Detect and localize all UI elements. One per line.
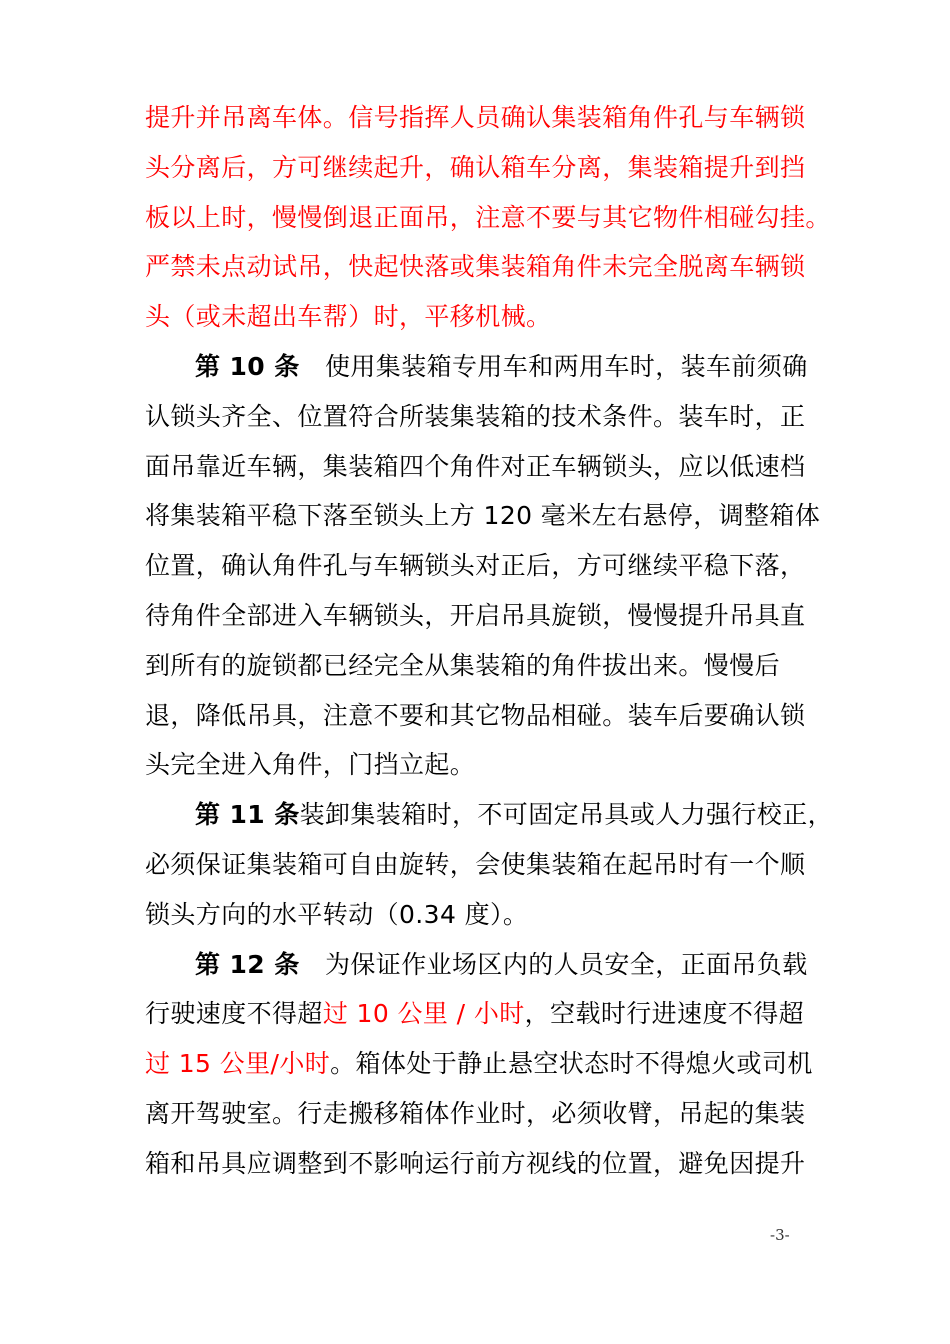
text-segment: 面吊靠近车辆，集装箱四个角件对正车辆锁头，应以低速档 xyxy=(145,451,806,481)
highlighted-text: 提升并吊离车体。信号指挥人员确认集装箱角件孔与车辆锁 xyxy=(145,103,806,132)
text-segment: 头完全进入角件，门挡立起。 xyxy=(145,750,476,780)
text-line xyxy=(195,795,833,835)
text-segment: 。箱体处于静止悬空状态时不得熄火或司机 xyxy=(330,1049,813,1079)
text-segment: 使用集装箱专用车和两用车时，装车前须确 xyxy=(299,352,808,381)
text-segment: 位置，确认角件孔与车辆锁头对正后，方可继续平稳下落， xyxy=(145,551,806,581)
article-heading: 第 12 条 xyxy=(195,949,300,979)
text-line xyxy=(145,646,780,686)
text-segment: 为保证作业场区内的人员安全，正面吊负载 xyxy=(299,949,808,979)
text-line xyxy=(145,1094,805,1134)
text-line xyxy=(145,895,528,935)
text-line xyxy=(195,347,808,387)
text-line xyxy=(145,546,805,586)
text-line xyxy=(145,745,475,785)
highlighted-text: 头分离后，方可继续起升，确认箱车分离，集装箱提升到挡 xyxy=(145,152,806,182)
text-line xyxy=(145,198,831,238)
highlighted-text: 板以上时，慢慢倒退正面吊，注意不要与其它物件相碰勾挂。 xyxy=(145,202,831,232)
text-segment: 待角件全部进入车辆锁头，开启吊具旋锁，慢慢提升吊具直 xyxy=(145,601,806,630)
text-line xyxy=(145,496,820,536)
text-segment: 装卸集装箱时，不可固定吊具或人力强行校正， xyxy=(299,800,834,830)
text-line xyxy=(145,1044,813,1084)
text-segment: 离开驾驶室。行走搬移箱体作业时，必须收臂，吊起的集装 xyxy=(145,1099,806,1128)
text-segment: 行驶速度不得超 xyxy=(145,999,323,1029)
highlighted-text: 过 10 公里 / 小时 xyxy=(322,999,525,1029)
page-number: -3- xyxy=(770,1226,790,1244)
text-segment: 将集装箱平稳下落至锁头上方 120 毫米左右悬停，调整箱体 xyxy=(145,501,821,531)
text-segment: ，空载时行进速度不得超 xyxy=(524,999,805,1029)
text-segment: 到所有的旋锁都已经完全从集装箱的角件拔出来。慢慢后 xyxy=(145,650,781,680)
text-line xyxy=(145,397,805,437)
text-segment: 锁头方向的水平转动（0.34 度）。 xyxy=(145,899,529,929)
text-line xyxy=(145,98,805,138)
text-line xyxy=(145,596,805,636)
article-heading: 第 10 条 xyxy=(195,352,300,381)
text-line xyxy=(145,447,805,487)
highlighted-text: 头（或未超出车帮）时，平移机械。 xyxy=(145,302,552,332)
text-line xyxy=(145,845,805,885)
text-line xyxy=(145,994,804,1034)
article-heading: 第 11 条 xyxy=(195,800,300,830)
highlighted-text: 过 15 公里/小时 xyxy=(145,1049,331,1079)
text-segment: 必须保证集装箱可自由旋转，会使集装箱在起吊时有一个顺 xyxy=(145,850,806,879)
text-line xyxy=(145,1144,805,1184)
text-segment: 箱和吊具应调整到不影响运行前方视线的位置，避免因提升 xyxy=(145,1148,806,1178)
text-line xyxy=(145,297,551,337)
highlighted-text: 严禁未点动试吊，快起快落或集装箱角件未完全脱离车辆锁 xyxy=(145,252,806,282)
text-line xyxy=(145,247,805,287)
text-line xyxy=(145,696,805,736)
text-segment: 认锁头齐全、位置符合所装集装箱的技术条件。装车时，正 xyxy=(145,401,806,431)
text-segment: 退，降低吊具，注意不要和其它物品相碰。装车后要确认锁 xyxy=(145,700,806,730)
text-line xyxy=(145,148,805,188)
text-line xyxy=(195,945,808,985)
